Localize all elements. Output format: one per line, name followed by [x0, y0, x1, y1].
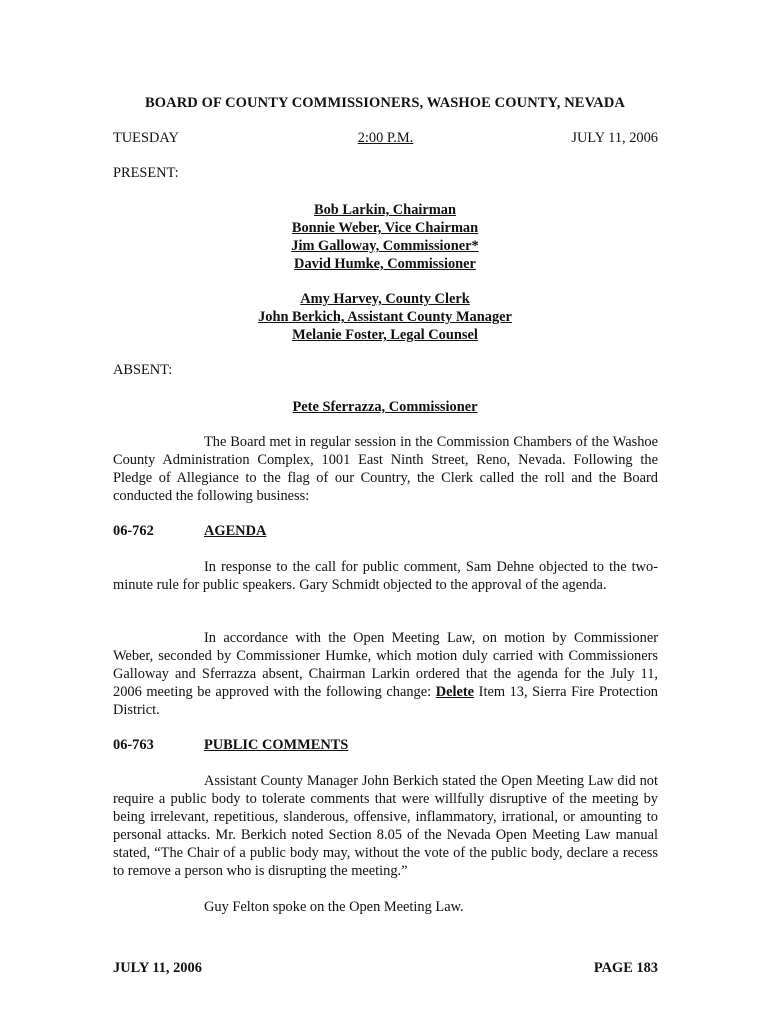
footer-date: JULY 11, 2006: [113, 960, 202, 976]
present-name: David Humke, Commissioner: [294, 256, 476, 272]
delete-emphasis: Delete: [435, 684, 475, 700]
public-comments-paragraph-2: Guy Felton spoke on the Open Meeting Law.: [204, 899, 464, 915]
present-staff: [0, 290, 770, 344]
meeting-day: TUESDAY: [113, 130, 179, 146]
present-label: PRESENT:: [113, 165, 179, 181]
intro-paragraph: The Board met in regular session in the Commission Chambers of the Washoe County Administration Complex, 1001 East Ninth Street, Reno, Nevada. Following the Pledge of Allegiance to the flag of our Country, the Clerk called the roll and the Board conducted the following business:: [113, 434, 658, 504]
meeting-info-row: [113, 130, 658, 150]
agenda-paragraph-2-tail: Item 13, Sierra Fire Protection District.: [113, 684, 658, 718]
agenda-paragraph-2-text: In accordance with the Open Meeting Law, on motion by Commissioner Weber, seconded by Commissioner Humke, which motion duly carried with Commissioners Galloway and Sferrazza absent, Chairman Larkin ordered that the agenda for the July 11, 2006 meeting be approved with the following change:: [113, 630, 658, 700]
page-title: BOARD OF COUNTY COMMISSIONERS, WASHOE COUNTY, NEVADA: [144, 95, 625, 111]
staff-name: Melanie Foster, Legal Counsel: [292, 327, 478, 343]
item-title: PUBLIC COMMENTS: [204, 737, 349, 753]
staff-name: Amy Harvey, County Clerk: [300, 291, 470, 307]
meeting-date: JULY 11, 2006: [571, 130, 658, 146]
absent-name: Pete Sferrazza, Commissioner: [292, 399, 478, 415]
item-title: AGENDA: [204, 523, 267, 539]
staff-name: John Berkich, Assistant County Manager: [258, 309, 512, 325]
present-name: Bob Larkin, Chairman: [314, 202, 456, 218]
agenda-paragraph-2: [113, 629, 658, 719]
present-commissioners: [0, 201, 770, 273]
present-name: Bonnie Weber, Vice Chairman: [291, 220, 479, 236]
public-comments-paragraph-1: Assistant County Manager John Berkich stated the Open Meeting Law did not require a public body to tolerate comments that were willfully disruptive of the meeting by being irrelevant, repetitious, slanderous, offensive, inflammatory, irrational, or amounting to personal attacks. Mr. Berkich noted Section 8.05 of the Nevada Open Meeting Law manual stated, “The Chair of a public body may, without the vote of the public body, declare a recess to remove a person who is disrupting the meeting.”: [113, 773, 658, 879]
meeting-time: 2:00 P.M.: [357, 130, 414, 146]
page-number: PAGE 183: [593, 960, 658, 976]
present-name: Jim Galloway, Commissioner*: [291, 238, 479, 254]
absent-list: [0, 398, 770, 416]
item-number: 06-763: [113, 737, 154, 753]
absent-label: ABSENT:: [113, 362, 173, 378]
agenda-paragraph-1: In response to the call for public comment, Sam Dehne objected to the two-minute rule for public speakers. Gary Schmidt objected to the approval of the agenda.: [113, 559, 658, 593]
item-number: 06-762: [113, 523, 154, 539]
